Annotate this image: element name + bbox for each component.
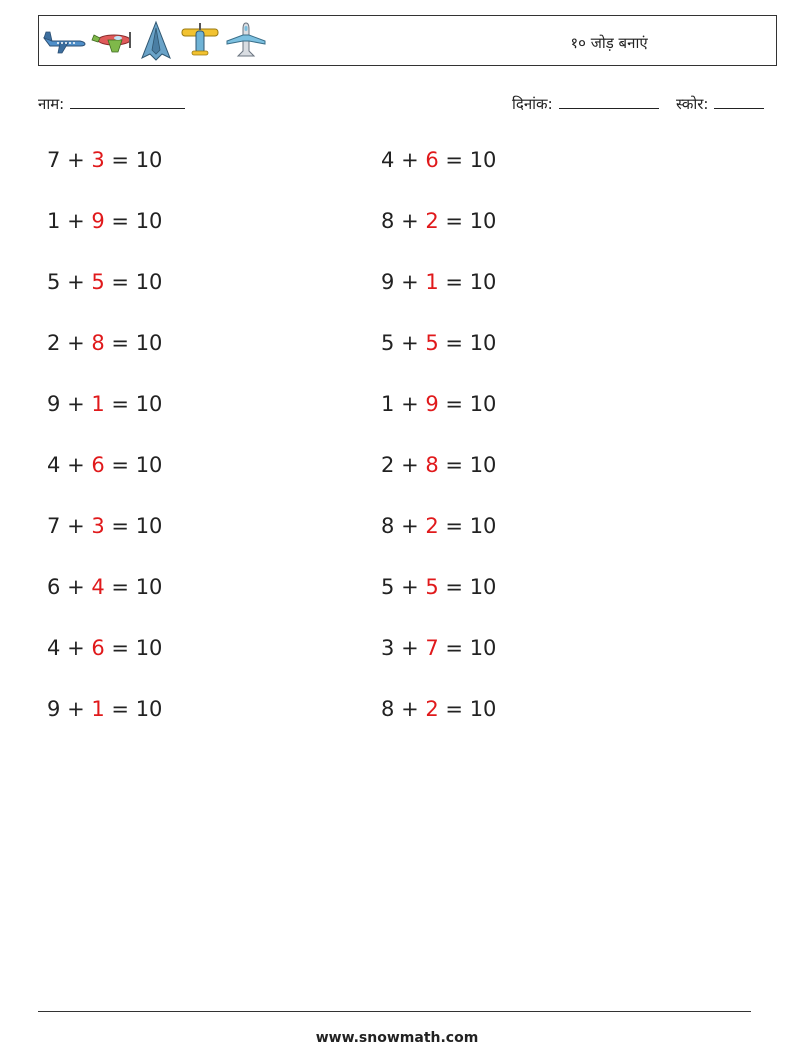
problem-addend: 4	[47, 636, 61, 660]
problem-answer: 3	[91, 514, 105, 538]
plus-sign: +	[401, 331, 419, 355]
problem-addend: 9	[47, 392, 61, 416]
problem-row	[381, 331, 496, 355]
date-blank-line	[559, 93, 659, 109]
plus-sign: +	[401, 148, 419, 172]
problem-sum: = 10	[445, 514, 497, 538]
problem-answer: 3	[91, 148, 105, 172]
problem-row	[47, 575, 162, 599]
problem-answer: 9	[91, 209, 105, 233]
problem-row	[47, 270, 162, 294]
problem-row	[381, 697, 496, 721]
problem-sum: = 10	[445, 209, 497, 233]
problem-addend: 8	[381, 697, 395, 721]
plus-sign: +	[67, 392, 85, 416]
problem-addend: 2	[381, 453, 395, 477]
plus-sign: +	[67, 209, 85, 233]
problem-addend: 8	[381, 209, 395, 233]
problem-answer: 8	[91, 331, 105, 355]
problem-sum: = 10	[445, 697, 497, 721]
problem-answer: 1	[425, 270, 439, 294]
problem-answer: 6	[425, 148, 439, 172]
plus-sign: +	[401, 270, 419, 294]
name-field	[38, 93, 185, 114]
plus-sign: +	[401, 209, 419, 233]
problem-row	[47, 209, 162, 233]
problem-row	[47, 514, 162, 538]
score-field	[676, 93, 764, 114]
problem-row	[381, 575, 496, 599]
problem-answer: 5	[91, 270, 105, 294]
plus-sign: +	[67, 331, 85, 355]
problem-addend: 5	[381, 575, 395, 599]
problem-row	[381, 148, 496, 172]
biplane-icon	[178, 21, 222, 61]
problem-sum: = 10	[445, 270, 497, 294]
problem-sum: = 10	[111, 392, 163, 416]
plus-sign: +	[67, 575, 85, 599]
problem-addend: 7	[47, 514, 61, 538]
problem-answer: 1	[91, 697, 105, 721]
propeller-plane-icon	[88, 26, 134, 56]
problem-addend: 1	[381, 392, 395, 416]
footer-divider	[38, 1011, 751, 1012]
plus-sign: +	[67, 270, 85, 294]
name-blank-line	[70, 93, 185, 109]
problem-addend: 9	[381, 270, 395, 294]
small-airplane-icon	[224, 21, 268, 61]
problem-sum: = 10	[111, 514, 163, 538]
problem-addend: 3	[381, 636, 395, 660]
problem-row	[381, 514, 496, 538]
problem-answer: 2	[425, 209, 439, 233]
problem-sum: = 10	[111, 148, 163, 172]
plus-sign: +	[67, 148, 85, 172]
problem-row	[47, 148, 162, 172]
plus-sign: +	[401, 392, 419, 416]
stealth-jet-icon	[136, 20, 176, 62]
problem-sum: = 10	[111, 453, 163, 477]
problem-answer: 6	[91, 453, 105, 477]
problem-row	[381, 209, 496, 233]
score-blank-line	[714, 93, 764, 109]
problem-addend: 8	[381, 514, 395, 538]
problem-answer: 9	[425, 392, 439, 416]
problem-sum: = 10	[111, 209, 163, 233]
problem-addend: 2	[47, 331, 61, 355]
problem-addend: 4	[47, 453, 61, 477]
problem-addend: 7	[47, 148, 61, 172]
problem-row	[381, 636, 496, 660]
plus-sign: +	[401, 514, 419, 538]
score-label: स्कोर:	[676, 95, 709, 113]
problem-sum: = 10	[111, 270, 163, 294]
plus-sign: +	[401, 453, 419, 477]
problem-addend: 9	[47, 697, 61, 721]
problem-answer: 2	[425, 697, 439, 721]
plus-sign: +	[401, 697, 419, 721]
problem-row	[381, 392, 496, 416]
problem-addend: 4	[381, 148, 395, 172]
problem-answer: 6	[91, 636, 105, 660]
problem-addend: 5	[381, 331, 395, 355]
problem-answer: 5	[425, 575, 439, 599]
problem-addend: 5	[47, 270, 61, 294]
plus-sign: +	[67, 636, 85, 660]
header-box	[38, 15, 777, 66]
problem-sum: = 10	[445, 331, 497, 355]
problem-sum: = 10	[111, 331, 163, 355]
date-label: दिनांक:	[512, 95, 553, 113]
plus-sign: +	[401, 636, 419, 660]
problem-sum: = 10	[111, 636, 163, 660]
problem-row	[47, 331, 162, 355]
problem-sum: = 10	[111, 697, 163, 721]
date-field	[512, 93, 659, 114]
plus-sign: +	[67, 697, 85, 721]
problem-row	[47, 453, 162, 477]
airliner-icon	[42, 26, 86, 56]
problem-sum: = 10	[445, 453, 497, 477]
name-label: नाम:	[38, 95, 65, 113]
footer-site: www.snowmath.com	[315, 1030, 479, 1046]
problem-addend: 6	[47, 575, 61, 599]
worksheet-title: १० जोड़ बनाएं	[570, 34, 648, 52]
problem-row	[381, 270, 496, 294]
problem-sum: = 10	[445, 636, 497, 660]
problem-sum: = 10	[445, 575, 497, 599]
problem-sum: = 10	[445, 392, 497, 416]
problem-sum: = 10	[111, 575, 163, 599]
problem-answer: 7	[425, 636, 439, 660]
problem-addend: 1	[47, 209, 61, 233]
plane-icons	[42, 20, 270, 62]
problem-row	[47, 636, 162, 660]
plus-sign: +	[67, 514, 85, 538]
problem-answer: 8	[425, 453, 439, 477]
problem-answer: 4	[91, 575, 105, 599]
problem-sum: = 10	[445, 148, 497, 172]
problem-answer: 2	[425, 514, 439, 538]
plus-sign: +	[67, 453, 85, 477]
problem-answer: 5	[425, 331, 439, 355]
problem-row	[47, 392, 162, 416]
problem-row	[381, 453, 496, 477]
problem-answer: 1	[91, 392, 105, 416]
problem-row	[47, 697, 162, 721]
plus-sign: +	[401, 575, 419, 599]
